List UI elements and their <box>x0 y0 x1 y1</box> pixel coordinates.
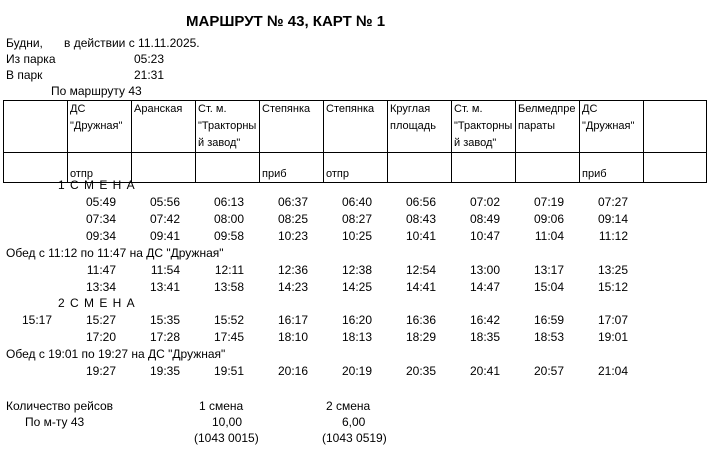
time-cell: 07:19 <box>533 195 564 209</box>
time-cell: 16:20 <box>341 313 372 327</box>
column-header: Степянка <box>260 101 324 153</box>
time-cell: 08:00 <box>213 212 244 226</box>
time-cell: 17:45 <box>213 330 244 344</box>
time-cell: 20:16 <box>277 364 308 378</box>
column-header: Ст. м. "Тракторны й завод" <box>196 101 260 153</box>
from-park-time: 05:23 <box>134 52 165 66</box>
from-park-label: Из парка <box>6 52 56 66</box>
column-subheader: отпр <box>68 153 132 183</box>
time-cell: 19:35 <box>149 364 180 378</box>
time-cell: 06:40 <box>341 195 372 209</box>
time-cell: 15:52 <box>213 313 244 327</box>
time-cell: 07:02 <box>469 195 500 209</box>
time-cell: 11:12 <box>598 229 628 243</box>
shift2-lunch: Обед с 19:01 по 19:27 на ДС "Дружная" <box>6 347 226 361</box>
time-cell: 19:51 <box>213 364 244 378</box>
time-cell: 13:34 <box>85 280 116 294</box>
column-header: Аранская <box>132 101 196 153</box>
column-subheader: приб <box>580 153 644 183</box>
summary-route-label: По м-ту 43 <box>25 415 85 429</box>
summary-shift1-code: (1043 0015) <box>194 431 259 445</box>
time-cell: 06:13 <box>213 195 244 209</box>
column-header: Степянка <box>324 101 388 153</box>
time-cell: 10:41 <box>405 229 436 243</box>
time-cell: 21:04 <box>597 364 628 378</box>
time-cell: 16:59 <box>533 313 564 327</box>
column-subheader <box>516 153 580 183</box>
time-cell: 16:42 <box>469 313 500 327</box>
time-cell: 18:53 <box>533 330 564 344</box>
time-cell: 12:38 <box>341 263 372 277</box>
time-cell: 10:47 <box>469 229 500 243</box>
time-cell: 18:13 <box>341 330 372 344</box>
time-cell: 08:25 <box>277 212 308 226</box>
column-subheader: отпр <box>324 153 388 183</box>
time-cell: 15:27 <box>85 313 116 327</box>
time-cell: 20:41 <box>469 364 500 378</box>
to-park-label: В парк <box>6 68 43 82</box>
schedule-header-table <box>3 100 707 183</box>
column-header: ДС "Дружная" <box>68 101 132 153</box>
route-label: По маршруту 43 <box>51 84 142 98</box>
summary-shift2-code: (1043 0519) <box>322 431 387 445</box>
time-cell: 13:17 <box>533 263 564 277</box>
time-cell: 14:23 <box>277 280 308 294</box>
time-cell: 05:56 <box>149 195 180 209</box>
time-cell: 11:54 <box>150 263 180 277</box>
time-cell: 18:35 <box>469 330 500 344</box>
summary-label: Количество рейсов <box>6 399 114 413</box>
time-cell: 20:19 <box>341 364 372 378</box>
time-cell: 15:04 <box>533 280 564 294</box>
column-header: Белмедпре параты <box>516 101 580 153</box>
column-header <box>644 101 707 153</box>
page-title: МАРШРУТ № 43, КАРТ № 1 <box>186 13 386 30</box>
time-cell: 12:54 <box>405 263 436 277</box>
summary-shift2-label: 2 смена <box>326 399 371 413</box>
time-cell: 09:58 <box>213 229 244 243</box>
time-cell: 18:29 <box>405 330 436 344</box>
time-cell: 17:28 <box>149 330 180 344</box>
time-cell: 20:57 <box>533 364 564 378</box>
time-cell: 20:35 <box>405 364 436 378</box>
time-cell: 09:41 <box>149 229 180 243</box>
column-header <box>4 101 68 153</box>
column-subheader <box>388 153 452 183</box>
time-cell: 11:47 <box>86 263 116 277</box>
time-cell: 14:47 <box>469 280 500 294</box>
time-cell: 15:35 <box>149 313 180 327</box>
shift1-label: 1 С М Е Н А <box>58 178 136 192</box>
time-cell: 05:49 <box>85 195 116 209</box>
shift2-start-time: 15:17 <box>21 313 52 327</box>
column-subheader <box>132 153 196 183</box>
time-cell: 18:10 <box>277 330 308 344</box>
day-type: Будни, <box>6 36 43 50</box>
time-cell: 13:41 <box>149 280 180 294</box>
time-cell: 09:34 <box>85 229 116 243</box>
time-cell: 15:12 <box>597 280 628 294</box>
time-cell: 13:25 <box>597 263 628 277</box>
column-subheader <box>452 153 516 183</box>
column-header: Ст. м. "Тракторны й завод" <box>452 101 516 153</box>
time-cell: 19:27 <box>85 364 116 378</box>
time-cell: 08:49 <box>469 212 500 226</box>
column-header: Круглая площадь <box>388 101 452 153</box>
time-cell: 13:00 <box>469 263 500 277</box>
shift2-label: 2 С М Е Н А <box>58 296 136 310</box>
time-cell: 17:20 <box>85 330 116 344</box>
time-cell: 16:17 <box>277 313 308 327</box>
time-cell: 17:07 <box>597 313 628 327</box>
time-cell: 09:06 <box>533 212 564 226</box>
time-cell: 06:37 <box>277 195 308 209</box>
time-cell: 10:23 <box>277 229 308 243</box>
time-cell: 13:58 <box>213 280 244 294</box>
column-subheader <box>644 153 707 183</box>
time-cell: 06:56 <box>405 195 436 209</box>
time-cell: 10:25 <box>341 229 372 243</box>
valid-from: в действии с 11.11.2025. <box>64 36 200 50</box>
time-cell: 08:43 <box>405 212 436 226</box>
time-cell: 07:42 <box>149 212 180 226</box>
time-cell: 11:04 <box>534 229 564 243</box>
summary-shift1-trips: 10,00 <box>212 415 243 429</box>
column-header: ДС "Дружная" <box>580 101 644 153</box>
time-cell: 16:36 <box>405 313 436 327</box>
time-cell: 09:14 <box>597 212 628 226</box>
time-cell: 14:41 <box>405 280 436 294</box>
time-cell: 07:34 <box>85 212 116 226</box>
time-cell: 19:01 <box>597 330 628 344</box>
column-subheader <box>196 153 260 183</box>
column-subheader: приб <box>260 153 324 183</box>
time-cell: 12:11 <box>214 263 244 277</box>
time-cell: 08:27 <box>341 212 372 226</box>
summary-shift2-trips: 6,00 <box>342 415 366 429</box>
summary-shift1-label: 1 смена <box>199 399 244 413</box>
to-park-time: 21:31 <box>134 68 165 82</box>
time-cell: 14:25 <box>341 280 372 294</box>
time-cell: 12:36 <box>277 263 308 277</box>
shift1-lunch: Обед с 11:12 по 11:47 на ДС "Дружная" <box>6 246 224 260</box>
time-cell: 07:27 <box>597 195 628 209</box>
